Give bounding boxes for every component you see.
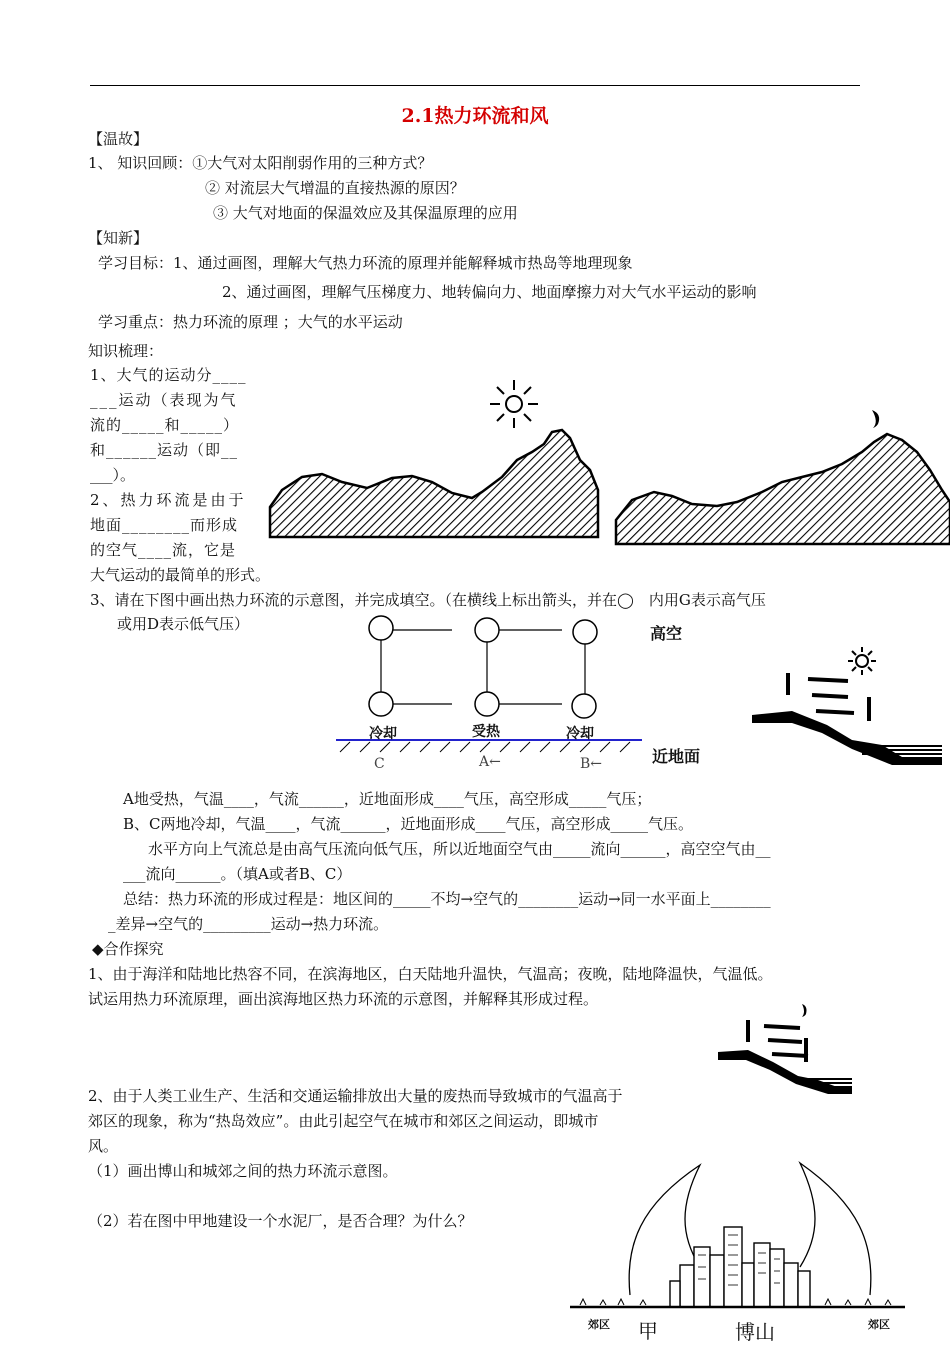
review-line-3: ③ 大气对地面的保温效应及其保温原理的应用: [213, 204, 518, 222]
cool-right-label: 冷却: [566, 726, 594, 742]
q1-line-2: ___运动（表现为气: [90, 391, 238, 409]
q1-line-5: ___）。: [90, 466, 136, 484]
day-mountain: [270, 430, 598, 537]
outline: 知识梳理：: [88, 342, 164, 360]
top-rule: [90, 85, 860, 86]
pressure-circle-low-mid: [475, 692, 499, 716]
night-mountain: [616, 434, 950, 544]
heated-label: 受热: [472, 724, 500, 740]
answer-bc: B、C两地冷却，气温____，气流______，近地面形成____气压，高空形成_____气压。: [123, 815, 694, 833]
coop-p2-question-2: （2）若在图中甲地建设一个水泥厂，是否合理？为什么？: [88, 1212, 473, 1230]
suburb-left-label: 郊区: [588, 1318, 610, 1331]
high-altitude-label: 高空: [650, 624, 683, 643]
boshan-label: 博山: [735, 1320, 775, 1344]
point-c-label: C: [374, 756, 385, 772]
pressure-circle-high-right: [573, 620, 597, 644]
jia-label: 甲: [638, 1319, 658, 1343]
boshan-city-sketch: [570, 1155, 910, 1325]
point-a-label: A←: [479, 754, 501, 770]
ground-hatching: [340, 742, 630, 752]
q3-line-1: 3、请在下图中画出热力环流的示意图，并完成填空。（在横线上标出箭头，并在◯ 内用G表示高气压: [90, 591, 766, 609]
q3-line-2: 或用D表示低气压）: [117, 615, 250, 633]
coop-p2-line-3: 风。: [88, 1137, 119, 1155]
q1-line-1: 1、大气的运动分____: [90, 366, 247, 384]
coast-sketch-night: [718, 1000, 858, 1100]
pressure-circle-low-right: [572, 694, 596, 718]
goal-1: 学习目标：1、通过画图，理解大气热力环流的原理并能解释城市热岛等地理现象: [98, 254, 633, 272]
coop-p1-line-1: 1、由于海洋和陆地比热容不同，在滨海地区，白天陆地升温快，气温高；夜晚，陆地降温快，气温低。: [88, 965, 773, 983]
goal-2: 2、通过画图，理解气压梯度力、地转偏向力、地面摩擦力对大气水平运动的影响: [222, 283, 757, 301]
point-b-label: B←: [580, 756, 603, 772]
moon-icon: [872, 410, 879, 428]
near-ground-label: 近地面: [652, 747, 701, 766]
small-sun-icon: [848, 647, 876, 675]
review-header: 【温故】: [88, 130, 149, 148]
answer-a: A地受热，气温____，气流______，近地面形成____气压，高空形成_____气压；: [123, 790, 652, 808]
day-night-mountains-figure: [262, 372, 950, 572]
q2-line-3: 的空气____流，它是: [90, 541, 237, 559]
review-line-2: ② 对流层大气增温的直接热源的原因？: [205, 179, 465, 197]
sun-icon: [490, 380, 538, 428]
q1-line-3: 流的_____和_____）: [90, 416, 240, 434]
coast-sketch-day: [752, 645, 950, 775]
coop-p2-line-2: 郊区的现象，称为“热岛效应”。由此引起空气在城市和郊区之间运动，即城市: [88, 1112, 599, 1130]
answer-horizontal-2: ___流向______。（填A或者B、C）: [123, 865, 352, 883]
pressure-circle-high-mid: [475, 618, 499, 642]
pressure-circle-low-left: [369, 692, 393, 716]
q2-line-1: 2、热力环流是由于: [90, 491, 247, 509]
review-line-1: 1、 知识回顾：①大气对太阳削弱作用的三种方式？: [88, 154, 433, 172]
coop-p2-question-1: （1）画出博山和城郊之间的热力环流示意图。: [88, 1162, 398, 1180]
coop-p1-line-2: 试运用热力环流原理，画出滨海地区热力环流的示意图，并解释其形成过程。: [88, 990, 599, 1008]
coop-header: ◆合作探究: [92, 940, 164, 958]
suburb-right-label: 郊区: [868, 1318, 890, 1331]
summary-1: 总结：热力环流的形成过程是：地区间的_____不均→空气的________运动→同一水平面上________: [123, 890, 771, 908]
answer-horizontal-1: 水平方向上气流总是由高气压流向低气压，所以近地面空气由_____流向______，高空空气由__: [148, 840, 771, 858]
cool-left-label: 冷却: [369, 726, 397, 742]
focus: 学习重点：热力环流的原理 ；大气的水平运动: [98, 313, 403, 331]
q1-line-4: 和______运动（即__: [90, 441, 239, 459]
q2-line-2: 地面________而形成: [90, 516, 239, 534]
new-header: 【知新】: [88, 229, 149, 247]
pressure-circle-high-left: [369, 616, 393, 640]
coop-p2-line-1: 2、由于人类工业生产、生活和交通运输排放出大量的废热而导致城市的气温高于: [88, 1087, 623, 1105]
summary-2: _差异→空气的_________运动→热力环流。: [108, 915, 389, 933]
page-title: 2.1热力环流和风: [401, 105, 549, 127]
q2-line-4: 大气运动的最简单的形式。: [90, 566, 271, 584]
